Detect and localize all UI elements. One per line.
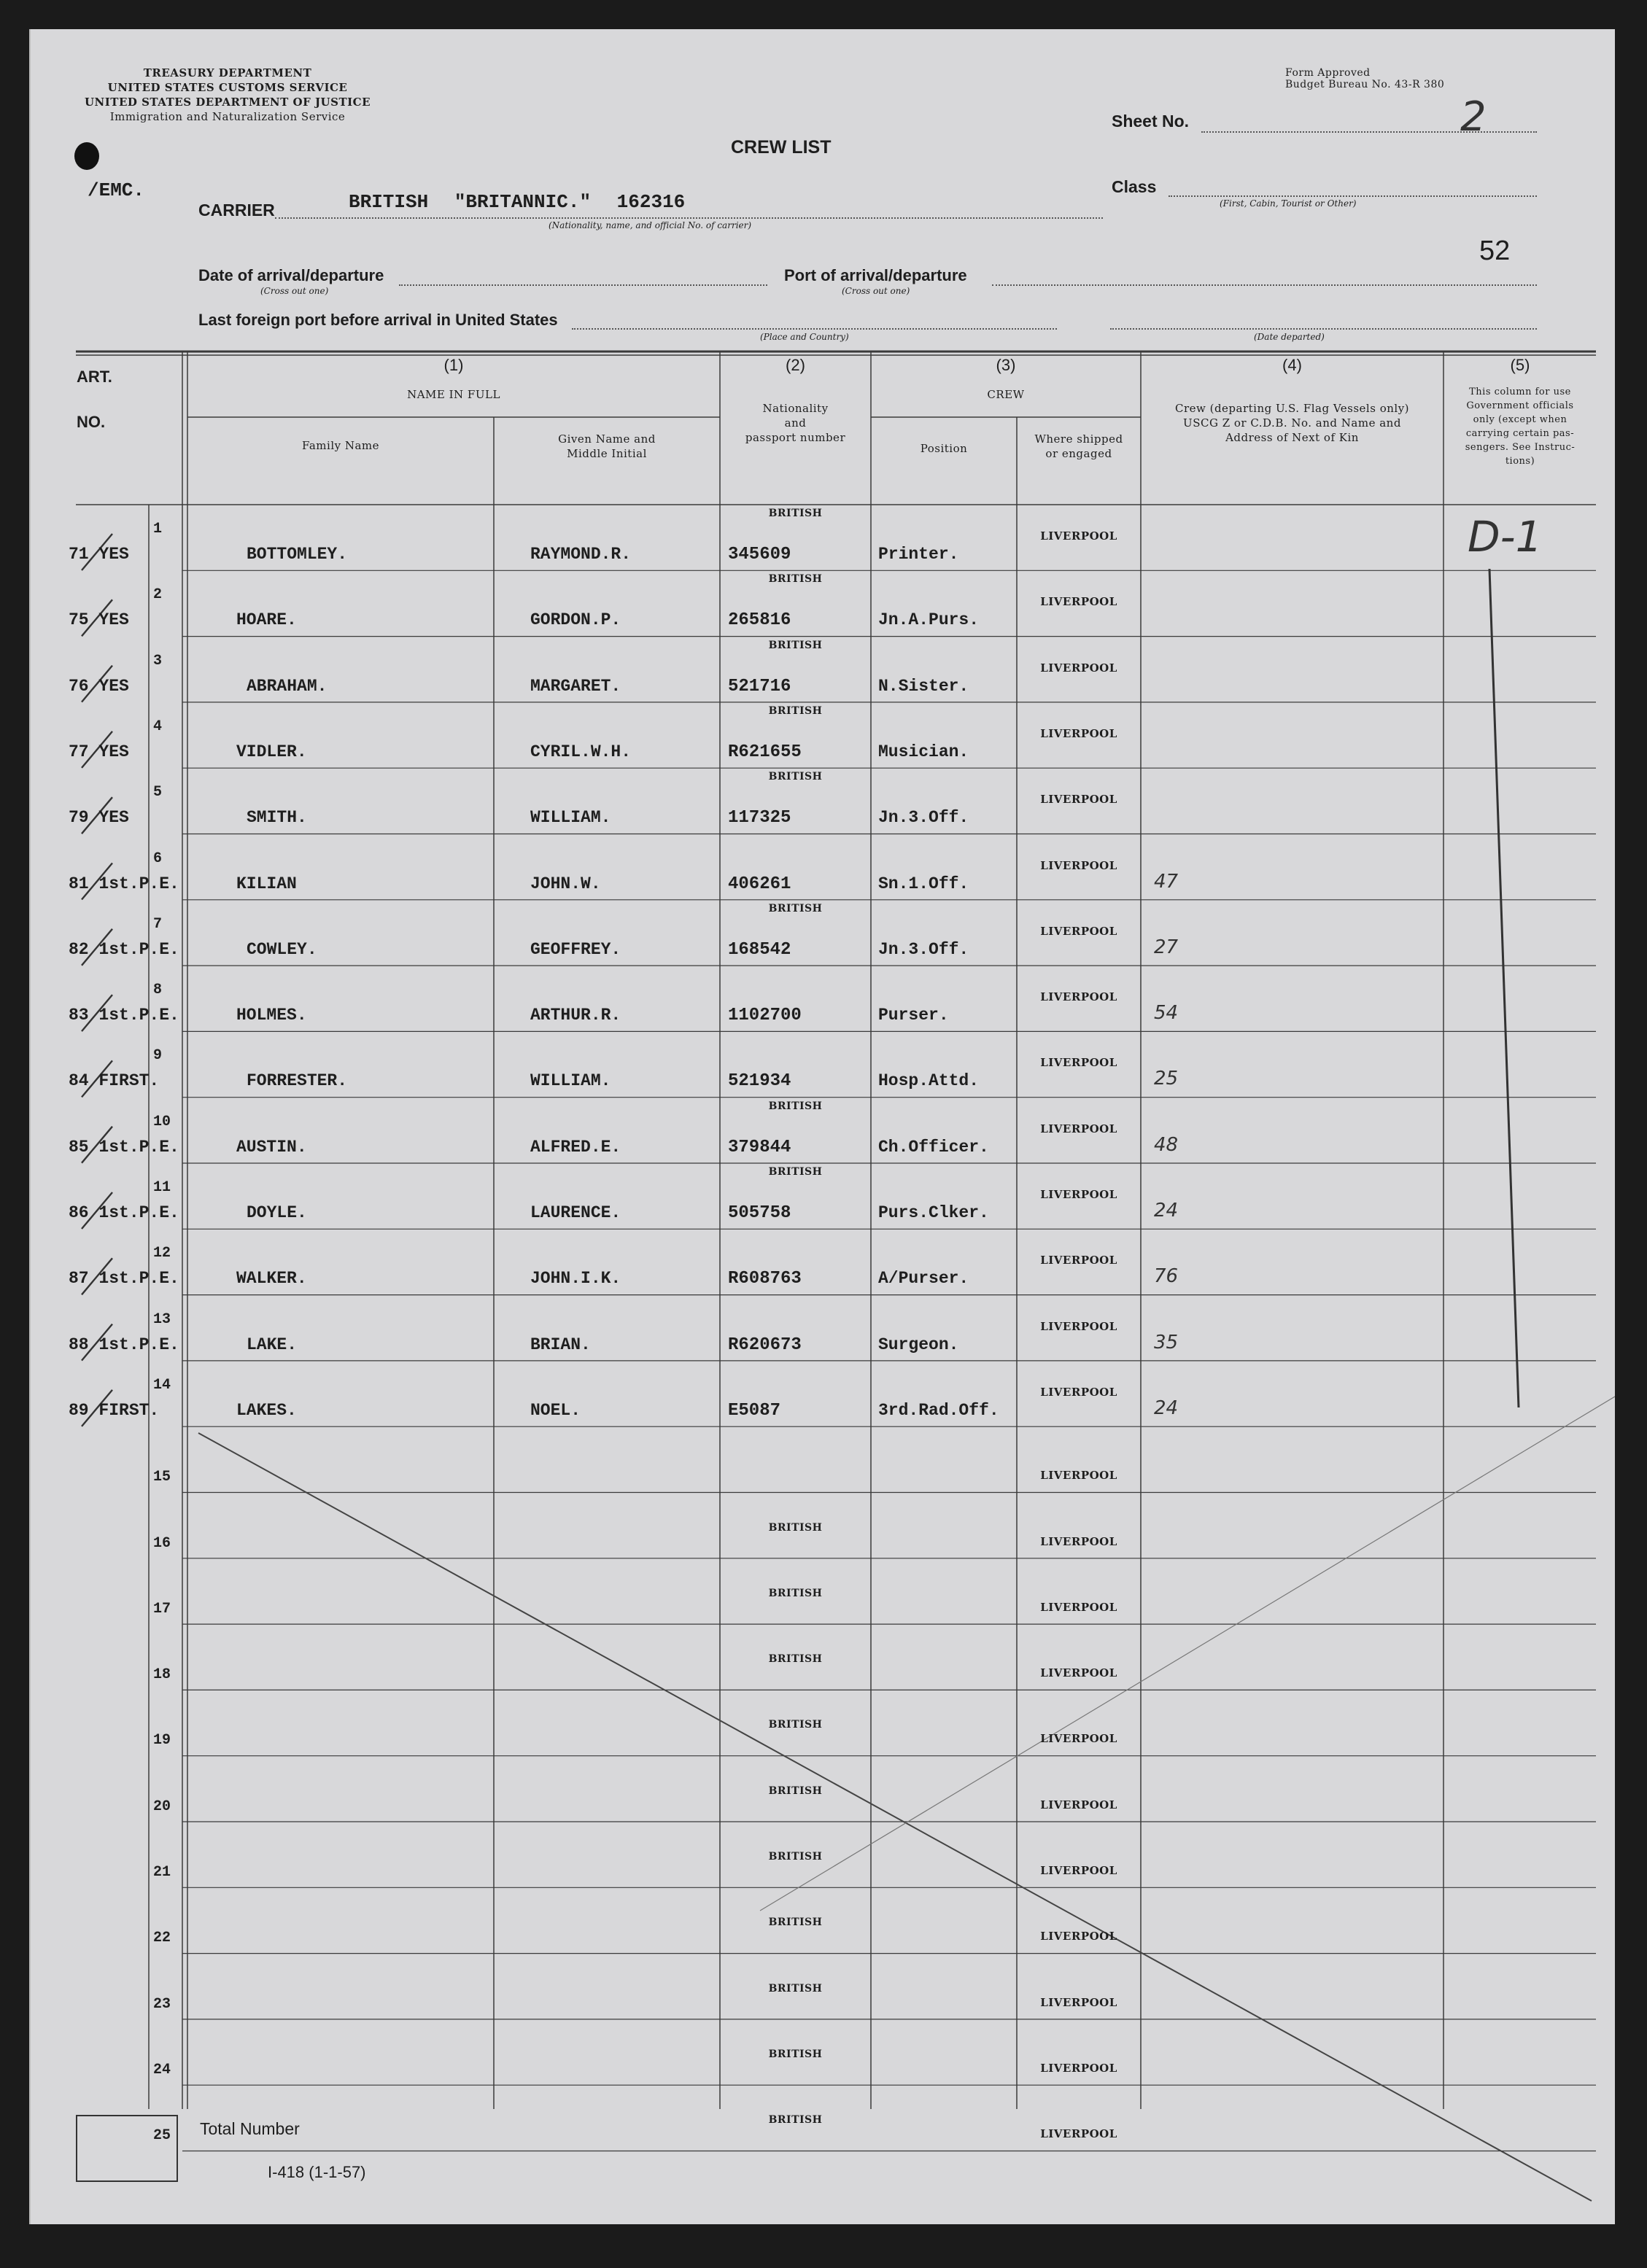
arrival-caption: (Cross out one) xyxy=(260,286,329,296)
passport-cell: R608763 xyxy=(728,1269,802,1289)
family-name-cell: LAKE. xyxy=(247,1335,298,1354)
kin-cell: 25 xyxy=(1154,1068,1179,1090)
position-cell: Jn.3.Off. xyxy=(878,939,969,959)
line-number: 21 xyxy=(153,1864,171,1881)
nationality-cell: BRITISH xyxy=(768,508,823,519)
c3-label: CREW xyxy=(987,388,1025,401)
shipped-cell: LIVERPOOL xyxy=(1040,1385,1117,1399)
nationality-cell: BRITISH xyxy=(768,573,823,586)
given-name-cell: WILLIAM. xyxy=(530,1071,611,1091)
family-name-cell: AUSTIN. xyxy=(236,1137,307,1157)
art-no-header xyxy=(77,354,112,445)
position-cell: Jn.A.Purs. xyxy=(878,610,980,630)
position-cell: Musician. xyxy=(878,742,969,761)
given-name-cell: JOHN.I.K. xyxy=(530,1269,621,1289)
c2-line: and xyxy=(784,416,807,430)
line-number: 12 xyxy=(153,1245,171,1262)
line-number: 14 xyxy=(153,1376,171,1394)
no-header: NO. xyxy=(77,413,106,431)
line-number: 6 xyxy=(153,850,163,867)
art-no-cell: 76 YES xyxy=(69,676,129,696)
line-number: 11 xyxy=(153,1179,171,1196)
line-number: 17 xyxy=(153,1600,171,1617)
given-name-cell: ALFRED.E. xyxy=(530,1137,621,1157)
art-no-cell: 86 1st.P.E. xyxy=(69,1203,179,1222)
art-no-cell: 79 YES xyxy=(69,808,129,828)
line-number: 24 xyxy=(153,2061,171,2078)
family-name-cell: HOLMES. xyxy=(236,1006,307,1025)
passport-cell: 117325 xyxy=(728,808,791,828)
position-cell: N.Sister. xyxy=(878,676,969,696)
passport-cell: E5087 xyxy=(728,1400,781,1421)
line-number: 15 xyxy=(153,1469,171,1486)
shipped-cell: LIVERPOOL xyxy=(1040,529,1117,543)
position-cell: 3rd.Rad.Off. xyxy=(878,1400,999,1420)
agency-line: UNITED STATES DEPARTMENT OF JUSTICE xyxy=(84,96,371,109)
art-header: ART. xyxy=(77,368,112,386)
carrier-label: CARRIER xyxy=(198,201,275,220)
nationality-cell: BRITISH xyxy=(768,1100,823,1112)
shipped-header-line: Where shipped xyxy=(1034,432,1123,446)
shipped-cell: LIVERPOOL xyxy=(1040,2061,1117,2075)
line-number: 22 xyxy=(153,1930,171,1947)
c4-line: Crew (departing U.S. Flag Vessels only) xyxy=(1174,402,1410,415)
art-no-cell: 85 1st.P.E. xyxy=(69,1137,179,1157)
kin-cell: 54 xyxy=(1154,1002,1179,1025)
art-no-cell: 71 YES xyxy=(69,545,129,564)
class-caption: (First, Cabin, Tourist or Other) xyxy=(1220,198,1357,209)
total-box xyxy=(76,2115,178,2182)
family-name-cell: LAKES. xyxy=(236,1400,297,1420)
nationality-cell: BRITISH xyxy=(768,771,823,783)
line-number: 25 xyxy=(153,2127,171,2145)
passport-cell: 345609 xyxy=(728,545,791,564)
shipped-cell: LIVERPOOL xyxy=(1040,1534,1117,1548)
position-cell: Sn.1.Off. xyxy=(878,874,969,893)
budget-bureau-number: Budget Bureau No. 43-R 380 xyxy=(1285,79,1445,90)
shipped-cell: LIVERPOOL xyxy=(1040,1600,1117,1614)
c5-line: tions) xyxy=(1505,456,1535,467)
c4-line: USCG Z or C.D.B. No. and Name and xyxy=(1183,416,1401,430)
art-no-cell: 75 YES xyxy=(69,610,129,630)
shipped-cell: LIVERPOOL xyxy=(1040,1469,1117,1483)
given-name-cell: JOHN.W. xyxy=(530,874,601,893)
passport-cell: 521716 xyxy=(728,676,791,696)
family-name-cell: FORRESTER. xyxy=(247,1071,348,1091)
agency-line: UNITED STATES CUSTOMS SERVICE xyxy=(107,81,348,94)
shipped-cell: LIVERPOOL xyxy=(1040,793,1117,807)
passport-cell: 168542 xyxy=(728,939,791,960)
nationality-cell: BRITISH xyxy=(768,1719,823,1731)
nationality-cell: BRITISH xyxy=(768,639,823,651)
passport-cell: 521934 xyxy=(728,1071,791,1092)
line-number: 1 xyxy=(153,521,163,537)
given-name-header xyxy=(494,432,720,461)
given-name-cell: NOEL. xyxy=(530,1400,581,1420)
sheet-label: Sheet No. xyxy=(1112,112,1190,131)
line-number: 23 xyxy=(153,1995,171,2013)
c3-number: (3) xyxy=(996,356,1016,374)
stamp-number: 52 xyxy=(1479,236,1511,266)
given-header-line: Given Name and xyxy=(558,432,656,446)
family-name-cell: ABRAHAM. xyxy=(247,676,328,696)
shipped-cell: LIVERPOOL xyxy=(1040,858,1117,872)
shipped-header-line: or engaged xyxy=(1045,447,1112,460)
c5-line: only (except when xyxy=(1473,414,1567,425)
shipped-cell: LIVERPOOL xyxy=(1040,1254,1117,1267)
art-no-cell: 89 FIRST. xyxy=(69,1400,160,1420)
passport-cell: R621655 xyxy=(728,742,802,762)
shipped-header xyxy=(1017,432,1141,461)
passport-cell: 1102700 xyxy=(728,1006,802,1026)
kin-cell: 35 xyxy=(1154,1331,1179,1354)
family-name-cell: COWLEY. xyxy=(247,939,317,959)
line-number: 7 xyxy=(153,915,163,933)
kin-cell: 76 xyxy=(1154,1265,1179,1288)
line-number: 2 xyxy=(153,586,163,604)
shipped-cell: LIVERPOOL xyxy=(1040,1056,1117,1070)
family-name-cell: HOARE. xyxy=(236,610,297,630)
shipped-cell: LIVERPOOL xyxy=(1040,1798,1117,1811)
c5-label xyxy=(1443,385,1597,468)
family-name-cell: WALKER. xyxy=(236,1269,307,1289)
shipped-cell: LIVERPOOL xyxy=(1040,1319,1117,1333)
line-number: 5 xyxy=(153,784,163,801)
arrival-label: Date of arrival/departure xyxy=(198,266,384,284)
carrier-value: BRITISH "BRITANNIC." 162316 xyxy=(349,191,686,213)
line-number: 3 xyxy=(153,652,163,669)
page-title: CREW LIST xyxy=(731,137,832,158)
position-cell: Jn.3.Off. xyxy=(878,808,969,828)
kin-cell: 27 xyxy=(1154,936,1179,958)
date-caption: (Date departed) xyxy=(1254,332,1325,342)
c2-label xyxy=(720,401,871,445)
position-cell: Surgeon. xyxy=(878,1335,959,1354)
position-cell: Purs.Clker. xyxy=(878,1203,989,1222)
cross-out-line xyxy=(760,1397,1615,1911)
carrier-caption: (Nationality, name, and official No. of carrier) xyxy=(549,220,752,230)
line-number: 10 xyxy=(153,1113,171,1130)
nationality-cell: BRITISH xyxy=(768,2048,823,2060)
passport-cell: 505758 xyxy=(728,1203,791,1223)
passport-cell: 379844 xyxy=(728,1137,791,1157)
c1-number: (1) xyxy=(443,356,464,374)
agency-line: TREASURY DEPARTMENT xyxy=(143,66,312,79)
port-label: Port of arrival/departure xyxy=(784,266,967,284)
art-no-cell: 84 FIRST. xyxy=(69,1071,160,1091)
position-cell: A/Purser. xyxy=(878,1269,969,1289)
shipped-cell: LIVERPOOL xyxy=(1040,1732,1117,1746)
line-number: 4 xyxy=(153,718,163,735)
art-no-cell: 88 1st.P.E. xyxy=(69,1335,179,1354)
given-name-cell: LAURENCE. xyxy=(530,1203,621,1222)
c4-label xyxy=(1141,401,1443,445)
nationality-cell: BRITISH xyxy=(768,1521,823,1534)
c5-line: sengers. See Instruc- xyxy=(1465,442,1576,453)
line-number: 8 xyxy=(153,982,163,999)
family-name-cell: BOTTOMLEY. xyxy=(247,545,348,564)
shipped-cell: LIVERPOOL xyxy=(1040,1864,1117,1877)
given-name-cell: CYRIL.W.H. xyxy=(530,742,632,761)
agency-line: Immigration and Naturalization Service xyxy=(109,110,346,123)
column5-annotation: D-1 xyxy=(1468,512,1543,562)
kin-cell: 24 xyxy=(1154,1200,1179,1222)
shipped-cell: LIVERPOOL xyxy=(1040,1930,1117,1943)
c5-line: carrying certain pas- xyxy=(1465,428,1575,439)
c2-line: passport number xyxy=(745,431,846,444)
art-no-cell: 81 1st.P.E. xyxy=(69,874,179,893)
position-cell: Hosp.Attd. xyxy=(878,1071,980,1091)
cross-out-line xyxy=(198,1433,1592,2201)
family-name-header: Family Name xyxy=(301,439,380,452)
total-number-label: Total Number xyxy=(200,2119,300,2138)
line-number: 13 xyxy=(153,1310,171,1328)
c4-number: (4) xyxy=(1282,356,1302,374)
family-name-cell: SMITH. xyxy=(247,808,307,828)
position-cell: Ch.Officer. xyxy=(878,1137,989,1157)
art-no-cell: 82 1st.P.E. xyxy=(69,939,179,959)
shipped-cell: LIVERPOOL xyxy=(1040,1188,1117,1201)
given-name-cell: ARTHUR.R. xyxy=(530,1006,621,1025)
shipped-cell: LIVERPOOL xyxy=(1040,595,1117,609)
c2-number: (2) xyxy=(786,356,805,374)
passport-cell: 406261 xyxy=(728,874,791,894)
c1-label: NAME IN FULL xyxy=(407,388,500,401)
nationality-cell: BRITISH xyxy=(768,1785,823,1797)
port-caption: (Cross out one) xyxy=(842,286,910,296)
shipped-cell: LIVERPOOL xyxy=(1040,924,1117,938)
c5-number: (5) xyxy=(1510,356,1530,374)
crew-list-form xyxy=(29,29,1615,2224)
given-header-line: Middle Initial xyxy=(567,447,647,460)
kin-cell: 48 xyxy=(1154,1133,1179,1156)
form-number: I-418 (1-1-57) xyxy=(268,2163,366,2181)
shipped-cell: LIVERPOOL xyxy=(1040,1995,1117,2009)
given-name-cell: MARGARET. xyxy=(530,676,621,696)
nationality-cell: BRITISH xyxy=(768,704,823,717)
shipped-cell: LIVERPOOL xyxy=(1040,2127,1117,2141)
emc-note: /EMC. xyxy=(88,179,145,201)
given-name-cell: WILLIAM. xyxy=(530,808,611,828)
shipped-cell: LIVERPOOL xyxy=(1040,990,1117,1004)
nationality-cell: BRITISH xyxy=(768,1587,823,1599)
line-number: 20 xyxy=(153,1798,171,1815)
passport-cell: R620673 xyxy=(728,1335,802,1355)
c2-line: Nationality xyxy=(762,402,829,415)
shipped-cell: LIVERPOOL xyxy=(1040,726,1117,740)
nationality-cell: BRITISH xyxy=(768,1653,823,1666)
shipped-cell: LIVERPOOL xyxy=(1040,661,1117,675)
place-caption: (Place and Country) xyxy=(760,332,849,342)
form-approved-label: Form Approved xyxy=(1285,67,1371,79)
given-name-cell: BRIAN. xyxy=(530,1335,591,1354)
art-no-cell: 83 1st.P.E. xyxy=(69,1006,179,1025)
passport-cell: 265816 xyxy=(728,610,791,631)
c5-line: This column for use xyxy=(1469,387,1571,397)
family-name-cell: DOYLE. xyxy=(247,1203,307,1222)
nationality-cell: BRITISH xyxy=(768,902,823,914)
line-number: 19 xyxy=(153,1732,171,1749)
family-name-cell: VIDLER. xyxy=(236,742,307,761)
given-name-cell: RAYMOND.R. xyxy=(530,545,632,564)
nationality-cell: BRITISH xyxy=(768,1166,823,1178)
bracket-stroke xyxy=(1489,569,1519,1407)
line-number: 18 xyxy=(153,1666,171,1684)
line-number: 16 xyxy=(153,1534,171,1552)
given-name-cell: GEOFFREY. xyxy=(530,939,621,959)
nationality-cell: BRITISH xyxy=(768,2114,823,2127)
art-no-cell: 77 YES xyxy=(69,742,129,761)
position-cell: Purser. xyxy=(878,1006,949,1025)
line-number: 9 xyxy=(153,1047,163,1065)
sheet-number: 2 xyxy=(1460,93,1487,141)
shipped-cell: LIVERPOOL xyxy=(1040,1666,1117,1680)
c5-line: Government officials xyxy=(1466,400,1574,411)
class-label: Class xyxy=(1112,177,1157,196)
art-no-cell: 87 1st.P.E. xyxy=(69,1269,179,1289)
nationality-cell: BRITISH xyxy=(768,1851,823,1863)
position-header: Position xyxy=(920,442,968,455)
family-name-cell: KILIAN xyxy=(236,874,297,893)
kin-cell: 24 xyxy=(1154,1397,1179,1419)
last-port-label: Last foreign port before arrival in United States xyxy=(198,311,558,329)
nationality-cell: BRITISH xyxy=(768,1916,823,1929)
shipped-cell: LIVERPOOL xyxy=(1040,1122,1117,1135)
nationality-cell: BRITISH xyxy=(768,1982,823,1995)
c4-line: Address of Next of Kin xyxy=(1225,431,1359,444)
given-name-cell: GORDON.P. xyxy=(530,610,621,630)
position-cell: Printer. xyxy=(878,545,959,564)
kin-cell: 47 xyxy=(1154,870,1179,893)
